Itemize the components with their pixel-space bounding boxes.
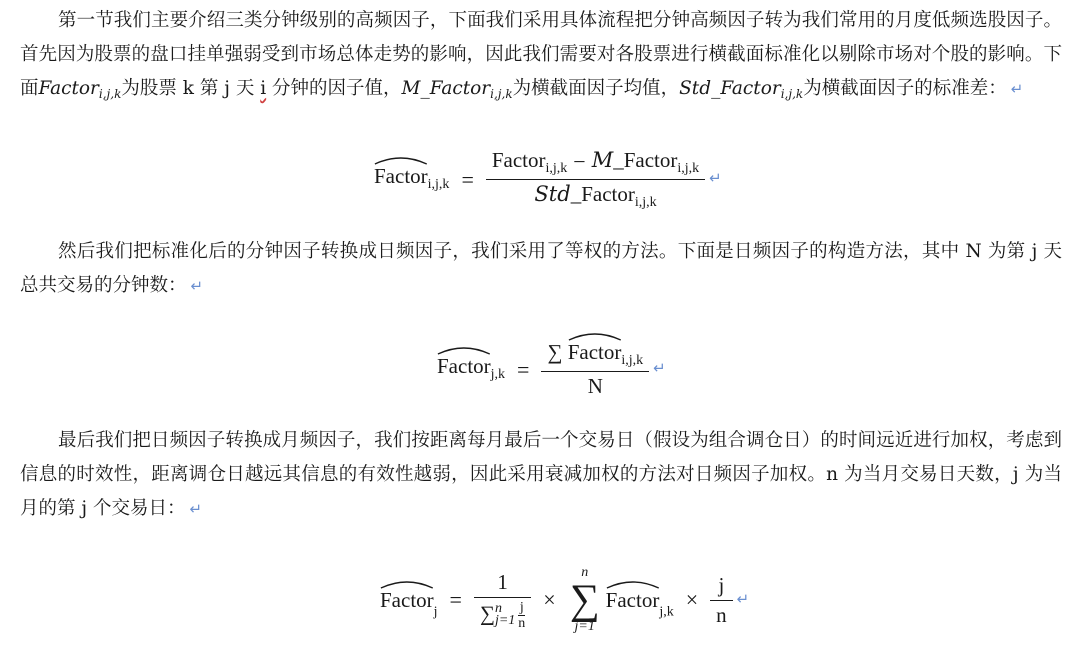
math-subscript: i,j,k — [98, 87, 122, 101]
num-subscript: i,j,k — [545, 161, 568, 176]
eq1-lhs-subscript: i,j,k — [427, 177, 450, 193]
small-frac-den: n — [518, 615, 526, 631]
paragraph-3 — [20, 424, 1062, 526]
wide-hat-icon — [568, 331, 622, 341]
eq3-lhs-subscript: j — [433, 604, 438, 620]
equation-3 — [380, 566, 749, 634]
eq2-lhs-text: Factor — [437, 354, 491, 379]
num-term-factor: _Factor — [613, 148, 678, 172]
num-subscript: i,j,k — [677, 161, 700, 176]
eq3-term-text: Factor — [605, 587, 660, 612]
eq1-numerator — [486, 148, 705, 179]
math-var-factor: Factor — [38, 78, 99, 99]
paragraph-mark-icon: ↵ — [1010, 80, 1024, 98]
paragraph-2 — [20, 235, 1062, 303]
minus-sign: − — [573, 149, 586, 175]
math-var-m-factor: M_Factor — [401, 78, 491, 99]
sum-upper-limit: n — [581, 565, 589, 580]
num-term: Factor — [567, 340, 622, 364]
sum-lower-limit: j=1 — [574, 619, 595, 634]
spellcheck-word: i — [260, 78, 267, 99]
math-var-std-factor: Std_Factor — [679, 78, 781, 99]
paragraph-mark-icon: ↵ — [653, 359, 666, 378]
eq3-big-sum — [570, 566, 600, 634]
num-term: Factor — [491, 148, 546, 172]
paragraph-1 — [20, 4, 1062, 111]
paragraph-mark-icon: ↵ — [736, 589, 750, 608]
text-segment: 第一节我们主要介绍三类分钟级别的高频因子，下面我们采用具体流程把分钟高频因子转为我们常用的月度低频选股因子。首先因为股票的盘口挂单强弱受到市场总体走势的影响，因此我们需要对各股票进行横截面标准化以剔除市场对个股的影响。下面 — [20, 10, 1062, 99]
eq2-lhs-subscript: j,k — [490, 367, 506, 383]
paragraph-mark-icon: ↵ — [709, 169, 722, 188]
den-term-std: Std — [534, 182, 571, 206]
wide-hat-icon — [380, 579, 434, 589]
eq3-term-subscript: j,k — [659, 604, 674, 620]
text-segment: 分钟的因子值， — [266, 78, 402, 99]
eq3-weight-denominator — [474, 597, 531, 631]
sum-symbol: ∑ — [547, 340, 563, 364]
math-subscript: i,j,k — [490, 87, 513, 101]
eq1-lhs-text: Factor — [374, 164, 428, 189]
text-segment: 为横截面因子均值， — [512, 78, 680, 99]
eq2-lhs — [437, 354, 491, 379]
text-segment: 然后我们把标准化后的分钟因子转换成日频因子，我们采用了等权的方法。下面是日频因子的构造方法，其中 N 为第 j 天总共交易的分钟数： — [20, 241, 1062, 296]
num-term-m: M — [591, 148, 614, 172]
eq3-weight-fraction — [474, 570, 531, 631]
equation-1 — [374, 148, 722, 211]
num-subscript: i,j,k — [621, 353, 644, 368]
eq1-lhs — [374, 164, 428, 189]
sum-symbol: ∑ — [569, 577, 600, 623]
eq3-term — [606, 588, 660, 613]
small-frac-num: j — [519, 599, 524, 615]
times-sign: × — [685, 587, 699, 612]
equals-sign: = — [517, 356, 530, 382]
den-term-factor: _Factor — [570, 182, 635, 206]
equals-sign: = — [461, 166, 474, 192]
math-subscript: i,j,k — [780, 87, 804, 101]
text-segment: 为股票 k 第 j 天 — [121, 78, 261, 99]
den-term: N — [587, 374, 603, 398]
wide-hat-icon — [606, 579, 660, 589]
eq3-lhs-text: Factor — [380, 587, 434, 612]
eq2-denominator — [541, 371, 649, 399]
equals-sign: = — [449, 587, 462, 612]
eq3-tail-fraction — [710, 573, 733, 628]
text-segment: 为横截面因子的标准差： — [803, 78, 1007, 99]
den-subscript: i,j,k — [634, 195, 657, 210]
eq2-fraction — [541, 340, 649, 399]
paragraph-mark-icon: ↵ — [189, 500, 203, 518]
wide-hat-icon — [374, 155, 428, 165]
times-sign: × — [543, 587, 556, 612]
sum-lower-limit: j=1 — [494, 613, 516, 628]
tail-denominator: n — [710, 600, 733, 628]
equation-2 — [437, 340, 666, 399]
sum-upper-limit: n — [494, 601, 502, 616]
wide-hat-icon — [437, 345, 491, 355]
paragraph-mark-icon: ↵ — [190, 277, 204, 295]
eq2-numerator — [541, 340, 649, 371]
eq3-lhs — [380, 588, 434, 613]
eq1-fraction — [486, 148, 705, 211]
eq3-weight-numerator: 1 — [497, 569, 508, 594]
sum-symbol: ∑ — [479, 600, 495, 625]
eq1-denominator — [486, 179, 705, 211]
text-segment: 最后我们把日频因子转换成月频因子，我们按距离每月最后一个交易日（假设为组合调仓日）的时间远近进行加权，考虑到信息的时效性，距离调仓日越远其信息的有效性越弱，因此采用衰减加权的方法对日频因子加权。n 为当月交易日天数，j 为当月的第 j 个交易日： — [20, 430, 1062, 519]
tail-numerator: j — [718, 572, 725, 597]
